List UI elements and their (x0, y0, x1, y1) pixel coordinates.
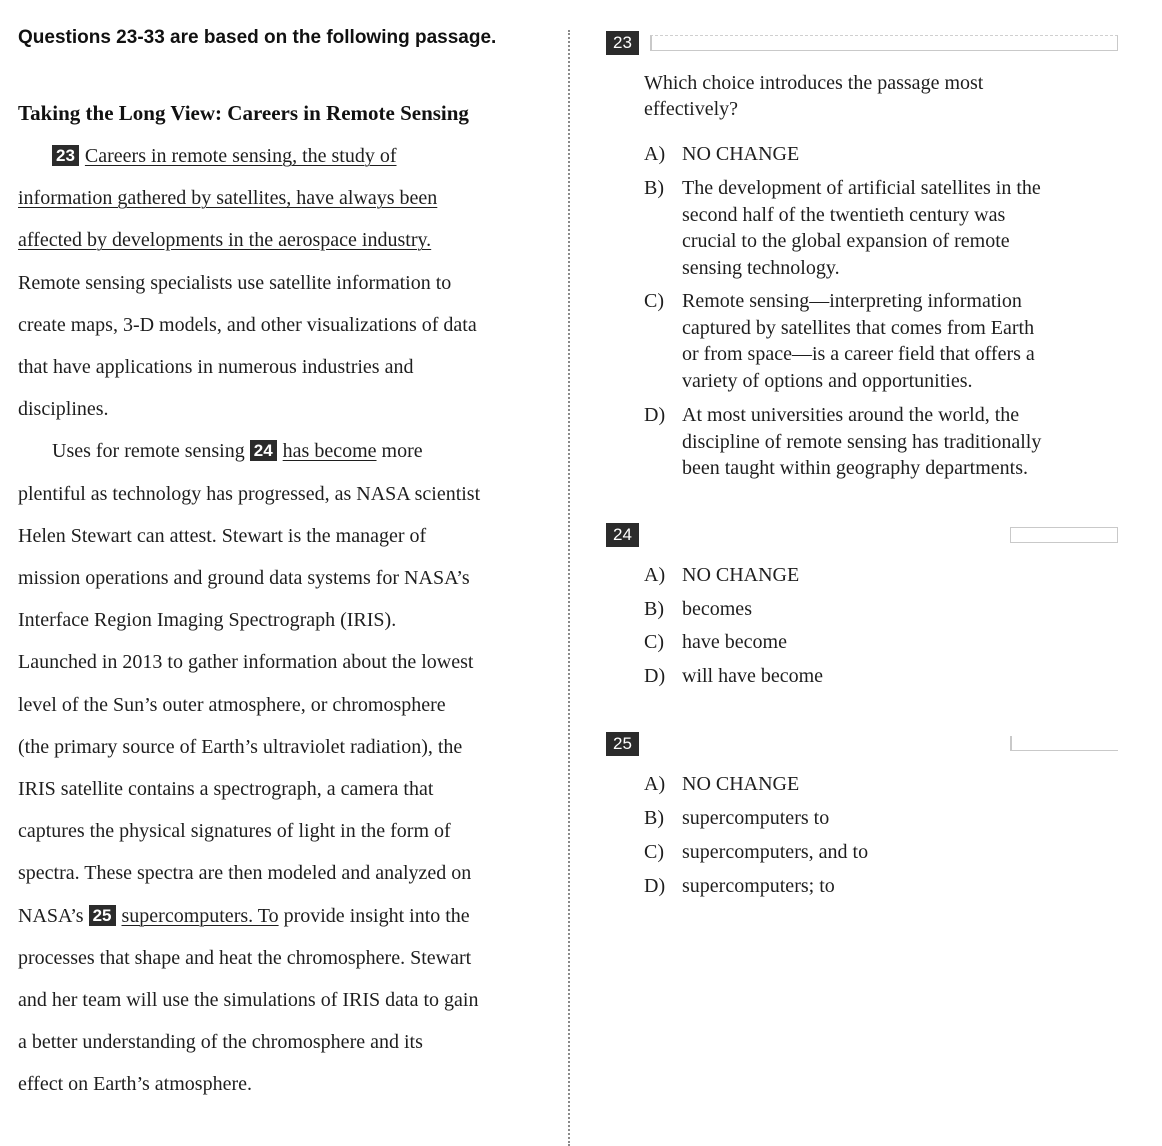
passage-text: processes that shape and heat the chromosphere. Stewart (18, 946, 472, 969)
choice-24-b[interactable] (644, 596, 1114, 623)
passage-text: Remote sensing specialists use satellite information to (18, 271, 452, 294)
passage-line (18, 397, 109, 421)
choice-text: Remote sensing—interpreting information (682, 290, 1022, 312)
question-header-bar (1010, 736, 1118, 751)
passage-text: NASA’s (18, 904, 84, 927)
question-25-header (606, 732, 1118, 756)
passage-text: captures the physical signatures of light in the form of (18, 820, 451, 843)
question-number-badge: 24 (606, 523, 639, 547)
passage-text: IRIS satellite contains a spectrograph, a camera that (18, 778, 434, 800)
passage-line (18, 735, 462, 759)
passage-text: Interface Region Imaging Spectrograph (IRIS). (18, 609, 397, 632)
choice-text: or from space—is a career field that offers a (682, 343, 1035, 366)
passage-text: mission operations and ground data systems for NASA’s (18, 567, 470, 589)
choice-letter: D) (644, 665, 666, 687)
question-23-prompt (644, 70, 1114, 122)
choice-letter: B) (644, 177, 664, 199)
choice-text: NO CHANGE (682, 773, 800, 795)
passage-text: create maps, 3-D models, and other visualizations of data (18, 313, 477, 336)
underlined-text: supercomputers. To (121, 904, 279, 927)
prompt-line: Which choice introduces the passage most (644, 72, 984, 94)
choice-text: captured by satellites that comes from Earth (682, 316, 1035, 339)
passage-text: Uses for remote sensing (52, 440, 245, 463)
choice-24-c[interactable] (644, 629, 1114, 656)
choice-25-d[interactable] (644, 873, 1114, 900)
choice-letter: A) (644, 564, 666, 586)
passage-text: (the primary source of Earth’s ultraviolet radiation), the (18, 735, 463, 758)
question-number-badge: 23 (606, 31, 639, 55)
choice-25-a[interactable] (644, 771, 1114, 798)
choice-text: will have become (682, 665, 824, 687)
passage-line (18, 482, 480, 506)
choice-letter: C) (644, 290, 664, 312)
passage-line (18, 355, 413, 379)
passage-text: effect on Earth’s atmosphere. (18, 1073, 252, 1096)
passage-text: spectra. These spectra are then modeled and analyzed on (18, 862, 472, 885)
choice-25-b[interactable] (644, 805, 1114, 832)
choice-text: At most universities around the world, the (682, 404, 1020, 426)
passage-line (18, 1072, 252, 1096)
choice-text: supercomputers, and to (682, 841, 869, 863)
choice-23-d[interactable] (644, 402, 1114, 482)
choice-text: sensing technology. (682, 257, 840, 280)
question-number-marker: 25 (89, 905, 116, 926)
passage-line (18, 946, 471, 970)
choice-text: NO CHANGE (682, 564, 800, 586)
passage-line (18, 861, 471, 885)
underlined-text: has become (282, 440, 377, 463)
passage-line (18, 904, 470, 928)
choice-letter: C) (644, 631, 664, 653)
prompt-line: effectively? (644, 98, 739, 120)
choice-text: supercomputers to (682, 807, 830, 829)
passage-line (52, 144, 397, 168)
choice-text: variety of options and opportunities. (682, 370, 973, 393)
passage-heading: Questions 23-33 are based on the following passage. (18, 27, 497, 48)
passage-text: disciplines. (18, 398, 109, 421)
passage-text: Helen Stewart can attest. Stewart is the manager of (18, 524, 427, 547)
question-header-bar (1010, 527, 1118, 543)
question-number-marker: 23 (52, 145, 79, 166)
underlined-text: affected by developments in the aerospace industry. (18, 229, 432, 252)
passage-line (18, 777, 433, 801)
passage-text: plentiful as technology has progressed, as NASA scientist (18, 482, 481, 505)
passage-line (18, 524, 426, 548)
passage-text: that have applications in numerous industries and (18, 356, 414, 378)
choice-letter: D) (644, 404, 666, 426)
choice-24-d[interactable] (644, 663, 1114, 690)
passage-text: Launched in 2013 to gather information about the lowest (18, 651, 474, 674)
passage-line (18, 988, 478, 1012)
choice-23-a[interactable] (644, 141, 1114, 168)
underlined-text: Careers in remote sensing, the study of (84, 145, 397, 167)
choice-text: have become (682, 631, 787, 653)
passage-text: a better understanding of the chromosphere and its (18, 1031, 423, 1054)
choice-text: crucial to the global expansion of remote (682, 230, 1010, 253)
question-number-badge: 25 (606, 732, 639, 756)
choice-24-a[interactable] (644, 562, 1114, 589)
choice-23-c[interactable] (644, 288, 1114, 395)
choice-text: second half of the twentieth century was (682, 203, 1006, 226)
passage-line (52, 439, 423, 463)
passage-title: Taking the Long View: Careers in Remote Sensing (18, 101, 469, 125)
choice-text: NO CHANGE (682, 143, 800, 165)
underlined-text: information gathered by satellites, have always been (18, 187, 438, 210)
choice-text: becomes (682, 598, 752, 620)
question-23-header (606, 31, 1118, 55)
choice-letter: D) (644, 875, 666, 897)
passage-text: level of the Sun’s outer atmosphere, or chromosphere (18, 693, 446, 716)
passage-line (18, 228, 431, 252)
passage-text: and her team will use the simulations of IRIS data to gain (18, 989, 479, 1011)
passage-line (18, 313, 477, 337)
passage-line (18, 819, 451, 843)
choice-text: discipline of remote sensing has traditionally (682, 430, 1042, 453)
choice-text: supercomputers; to (682, 875, 835, 897)
passage-line (18, 650, 473, 674)
column-divider (568, 30, 570, 1146)
question-number-marker: 24 (250, 440, 277, 461)
passage-text: provide insight into the (278, 904, 470, 927)
passage-line (18, 186, 437, 210)
choice-23-b[interactable] (644, 175, 1114, 282)
passage-text: more (376, 440, 423, 463)
choice-letter: B) (644, 807, 664, 829)
choice-text: The development of artificial satellites in the (682, 177, 1041, 199)
passage-line (18, 608, 396, 632)
choice-text: been taught within geography departments. (682, 457, 1029, 480)
question-24-header (606, 523, 1118, 547)
passage-line (18, 566, 470, 590)
choice-letter: B) (644, 598, 664, 620)
passage-line (18, 1030, 423, 1054)
choice-letter: C) (644, 841, 664, 863)
choice-letter: A) (644, 773, 666, 795)
passage-line (18, 693, 446, 717)
question-header-bar (650, 35, 1118, 51)
choice-25-c[interactable] (644, 839, 1114, 866)
passage-line (18, 271, 451, 295)
choice-letter: A) (644, 143, 666, 165)
